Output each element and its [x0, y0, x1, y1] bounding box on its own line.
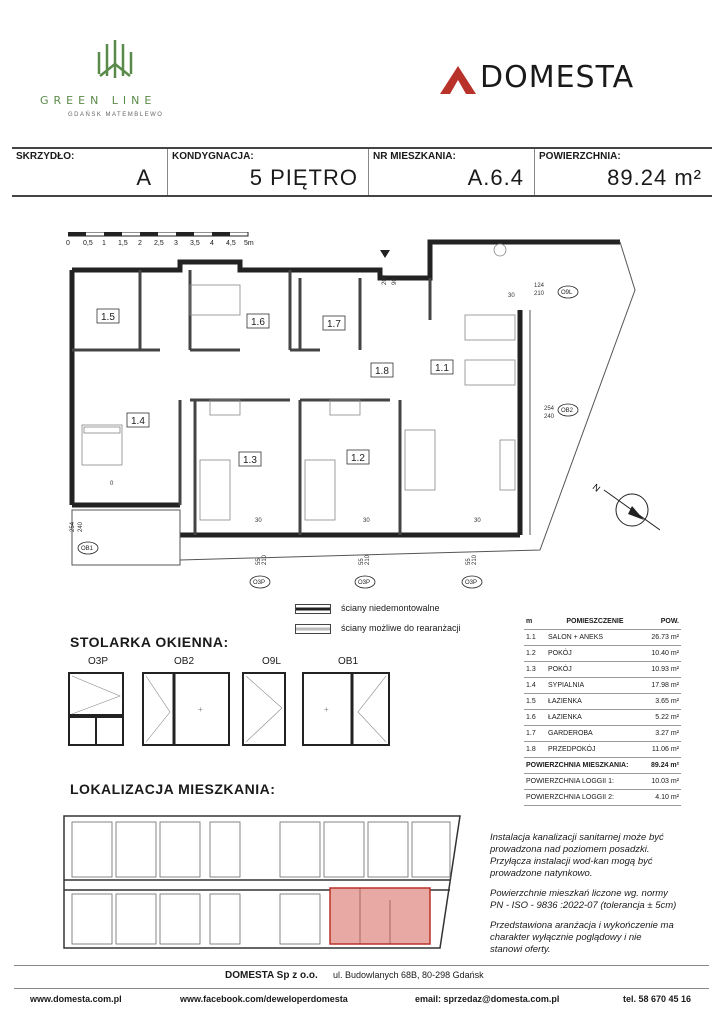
scale-4: 4: [210, 240, 214, 247]
domesta-mark-icon: [440, 66, 476, 94]
joinery-label-ob2: OB2: [174, 656, 195, 667]
apartment-number-value: A.6.4: [467, 165, 524, 190]
note-line: charakter wyłącznie poglądowy i nie: [490, 932, 642, 943]
note-line: Powierzchnie mieszkań liczone wg. normy: [490, 888, 668, 899]
wing-cell: [12, 149, 162, 195]
highlighted-apartment: [330, 888, 430, 944]
window-ob1-icon: [302, 672, 390, 746]
footer-facebook-link[interactable]: www.facebook.com/deweloperdomesta: [180, 994, 348, 1004]
window-tag-o9l: O9L: [561, 290, 573, 296]
legend-movable-label: ściany możliwe do rearanżacji: [341, 623, 461, 633]
room-label-1-3: 1.3: [243, 455, 257, 466]
room-label-1-4: 1.4: [131, 416, 145, 427]
svg-text:30: 30: [474, 518, 481, 524]
footer-email-link[interactable]: email: sprzedaz@domesta.com.pl: [415, 994, 560, 1004]
room-table: [524, 614, 681, 806]
svg-text:200: 200: [382, 274, 388, 285]
table-row: 1.8 PRZEDPOKÓJ 11.06 m²: [524, 742, 681, 758]
location-plan: [60, 808, 470, 953]
notes: [490, 832, 715, 956]
floor-value: 5 PIĘTRO: [249, 165, 358, 190]
note-line: PN - ISO - 9836 :2022-07 (tolerancja ± 5cm): [490, 900, 677, 911]
svg-text:55: 55: [256, 558, 262, 565]
table-row: 1.7 GARDEROBA 3.27 m²: [524, 726, 681, 742]
svg-text:90: 90: [392, 278, 398, 285]
room-label-1-8: 1.8: [375, 366, 389, 377]
svg-text:30: 30: [363, 518, 370, 524]
logo-subtitle: GDAŃSK MATEMBLEWO: [68, 112, 164, 118]
window-tag-o3p-2: O3P: [358, 580, 371, 586]
scale-0: 0: [66, 240, 70, 247]
svg-text:210: 210: [534, 291, 545, 297]
svg-text:254: 254: [70, 521, 76, 532]
greenline-tree-icon: [40, 38, 190, 93]
loggia1-row: POWIERZCHNIA LOGGII 1: 10.03 m²: [524, 774, 681, 790]
wing-value: A: [136, 165, 152, 190]
legend: [295, 604, 515, 636]
svg-text:30: 30: [255, 518, 262, 524]
floor-cell: [168, 149, 368, 195]
legend-solid-swatch: [295, 604, 331, 614]
total-row: POWIERZCHNIA MIESZKANIA: 89.24 m²: [524, 758, 681, 774]
greenline-logo: [40, 38, 190, 128]
domesta-logo: [440, 60, 690, 100]
note-line: Przedstawiona aranżacja i wykończenie ma: [490, 920, 674, 931]
table-row: 1.2 POKÓJ 10.40 m²: [524, 646, 681, 662]
logo-text: GREEN LINE: [40, 94, 157, 107]
window-tag-ob1: OB1: [81, 546, 94, 552]
svg-text:210: 210: [472, 554, 478, 565]
floor-label: KONDYGNACJA:: [172, 151, 254, 162]
note-line: Instalacja kanalizacji sanitarnej może być: [490, 832, 664, 843]
joinery-label-o3p: O3P: [88, 656, 109, 667]
room-label-1-2: 1.2: [351, 453, 365, 464]
room-table-header: m POMIESZCZENIE POW.: [524, 614, 681, 630]
svg-text:240: 240: [78, 521, 84, 532]
room-label-1-1: 1.1: [435, 363, 449, 374]
legend-movable-swatch: [295, 624, 331, 634]
svg-text:240: 240: [544, 414, 555, 420]
area-value: 89.24 m²: [607, 165, 702, 190]
scale-5m: 5m: [244, 240, 254, 247]
area-cell: [535, 149, 712, 195]
note-line: prowadzona nad poziomem posadzki.: [490, 844, 650, 855]
wing-label: SKRZYDŁO:: [16, 151, 75, 162]
table-row: 1.5 ŁAZIENKA 3.65 m²: [524, 694, 681, 710]
svg-text:210: 210: [365, 554, 371, 565]
window-o9l-icon: [242, 672, 286, 746]
scale-45: 4,5: [226, 240, 236, 247]
joinery-label-ob1: OB1: [338, 656, 359, 667]
table-row: 1.3 POKÓJ 10.93 m²: [524, 662, 681, 678]
table-row: 1.1 SALON + ANEKS 26.73 m²: [524, 630, 681, 646]
window-tag-ob2: OB2: [561, 408, 574, 414]
scale-3: 3: [174, 240, 178, 247]
svg-text:254: 254: [544, 406, 555, 412]
joinery-list: [66, 656, 396, 756]
svg-text:N: N: [590, 481, 603, 494]
room-label-1-5: 1.5: [101, 312, 115, 323]
table-row: 1.4 SYPIALNIA 17.98 m²: [524, 678, 681, 694]
domesta-wordmark: DOMESTA: [480, 60, 635, 95]
floor-plan: [60, 230, 660, 590]
room-label-1-6: 1.6: [251, 317, 265, 328]
apartment-header: [12, 147, 712, 197]
scale-1: 1: [102, 240, 106, 247]
svg-text:0: 0: [110, 481, 114, 487]
note-line: stanowi oferty.: [490, 944, 551, 955]
footer-phone: tel. 58 670 45 16: [623, 994, 692, 1004]
window-tag-o3p-3: O3P: [465, 580, 478, 586]
scale-05: 0,5: [83, 240, 93, 247]
joinery-title: STOLARKA OKIENNA:: [70, 634, 229, 650]
area-label: POWIERZCHNIA:: [539, 151, 621, 162]
window-tag-o3p-1: O3P: [253, 580, 266, 586]
note-line: prowadzone natynkowo.: [490, 868, 593, 879]
svg-text:+: +: [198, 705, 203, 714]
legend-solid-label: ściany niedemontowalne: [341, 603, 440, 613]
joinery-label-o9l: O9L: [262, 656, 281, 667]
scale-35: 3,5: [190, 240, 200, 247]
svg-text:55: 55: [359, 558, 365, 565]
scale-25: 2,5: [154, 240, 164, 247]
window-ob2-icon: [142, 672, 230, 746]
location-title: LOKALIZACJA MIESZKANIA:: [70, 781, 276, 797]
loggia2-row: POWIERZCHNIA LOGGII 2: 4.10 m²: [524, 790, 681, 806]
footer-company: DOMESTA Sp z o.o.: [225, 970, 318, 981]
footer-web-link[interactable]: www.domesta.com.pl: [30, 994, 122, 1004]
svg-text:30: 30: [508, 293, 515, 299]
svg-text:124: 124: [534, 283, 545, 289]
svg-text:210: 210: [262, 554, 268, 565]
svg-text:+: +: [324, 705, 329, 714]
note-line: Przyłącza instalacji wod-kan mogą być: [490, 856, 653, 867]
entrance-arrow-icon: [380, 250, 390, 258]
room-label-1-7: 1.7: [327, 319, 341, 330]
table-row: 1.6 ŁAZIENKA 5.22 m²: [524, 710, 681, 726]
scale-15: 1,5: [118, 240, 128, 247]
apartment-number-cell: [369, 149, 534, 195]
apartment-number-label: NR MIESZKANIA:: [373, 151, 456, 162]
svg-text:55: 55: [466, 558, 472, 565]
window-o3p-icon: [68, 672, 124, 746]
footer-address: ul. Budowlanych 68B, 80-298 Gdańsk: [333, 970, 484, 980]
scale-2: 2: [138, 240, 142, 247]
north-arrow-icon: [591, 482, 660, 530]
